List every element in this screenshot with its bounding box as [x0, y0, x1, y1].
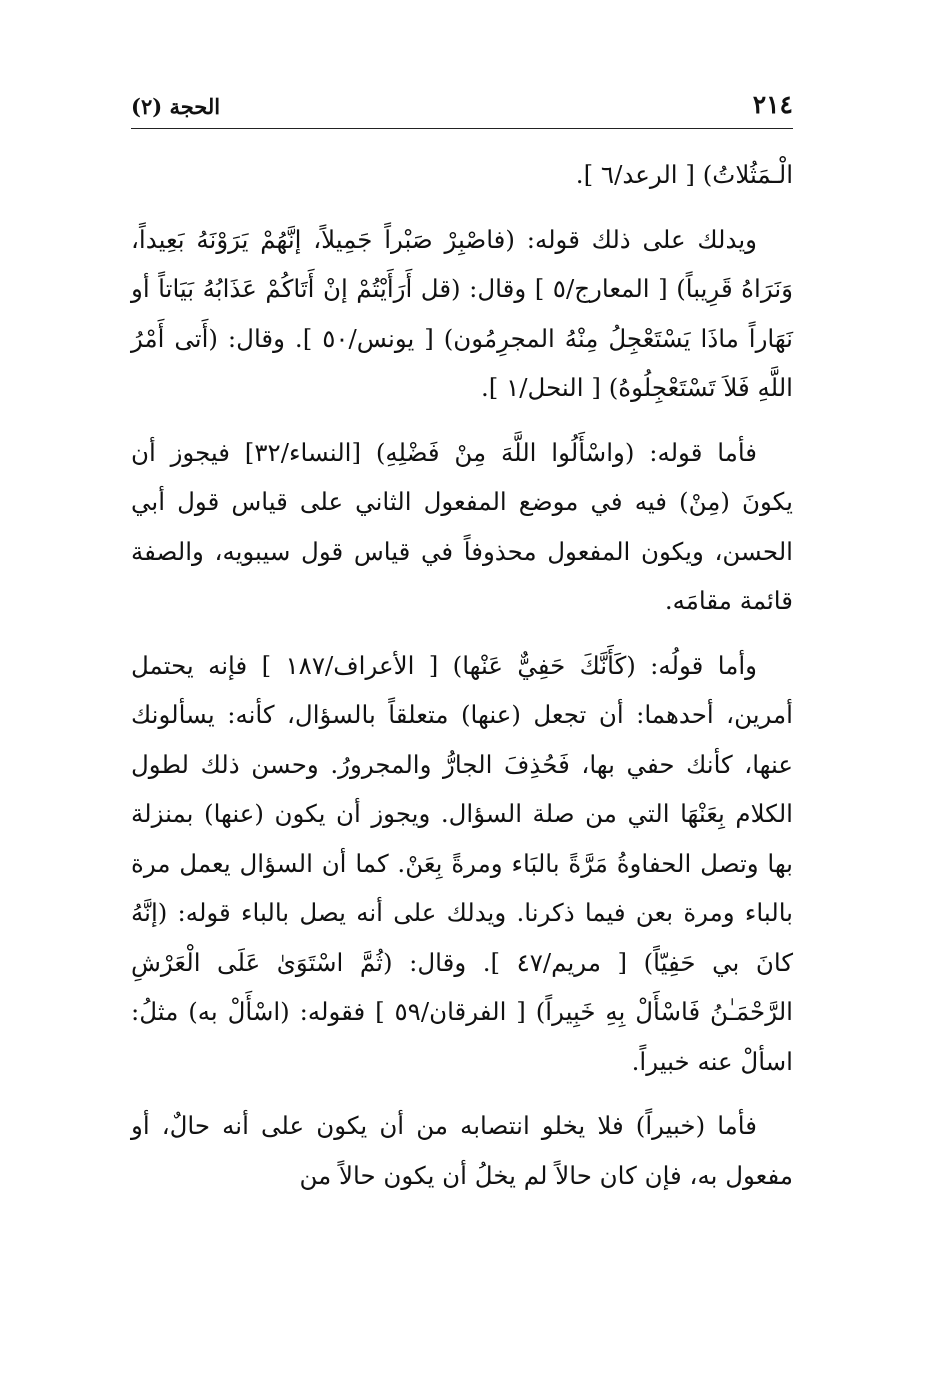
- page-body: [131, 150, 793, 1215]
- paragraph: وأما قولُه: (كَأَنَّكَ حَفِيٌّ عَنْها) [ الأعراف/١٨٧ ] فإنه يحتمل أمرين، أحدهما: أن تجعل (عنها) متعلقاً بالسؤال، كأنه: يسألونك عنها، كأنك حفي بها، فَحُذِفَ الجارُّ والمجرورُ. وحسن ذلك لطول الكلام بِعَنْهَا التي من صلة السؤال. ويجوز أن يكون (عنها) بمنزلة بها وتصل الحفاوةُ مَرَّةً بالبَاء ومرةً بِعَنْ. كما أن السؤال يعمل مرة بالباء ومرة بعن فيما ذكرنا. ويدلك على أنه يصل بالباء قوله: (إنَّهُ كانَ بي حَفِيّاً) [ مريم/٤٧ ]. وقال: (ثُمَّ اسْتَوَىٰ عَلَى الْعَرْشِ الرَّحْمَـٰنُ فَاسْأَلْ بِهِ خَبِيراً) [ الفرقان/٥٩ ] فقوله: (اسْأَلْ به) مثلُ: اسألْ عنه خبيراً.: [131, 650, 793, 1076]
- running-title: الحجة (٢): [131, 94, 221, 119]
- page-number: ٢١٤: [752, 90, 793, 119]
- paragraph: فأما (خبيراً) فلا يخلو انتصابه من أن يكون على أنه حالٌ، أو مفعول به، فإن كان حالاً لم يخلُ أن يكون حالاً من: [131, 1111, 793, 1190]
- paragraph: ويدلك على ذلك قوله: (فاصْبِرْ صَبْراً جَمِيلاً، إنَّهُمْ يَرَوْنَهُ بَعِيداً، وَنَرَاهُ قَرِيباً) [ المعارج/٥ ] وقال: (قل أَرَأَيْتُمْ إنْ أَتَاكُمْ عَذَابُهُ بَيَاتاً أو نَهَاراً ماذَا يَسْتَعْجِلُ مِنْهُ المجرِمُون) [ يونس/٥٠ ]. وقال: (أَتى أَمْرُ اللَّهِ فَلاَ تَسْتَعْجِلُوهُ) [ النحل/١ ].: [131, 224, 793, 402]
- page-header: [131, 88, 793, 129]
- paragraph: فأما قوله: (واسْأَلُوا اللَّهَ مِنْ فَضْلِهِ) [النساء/٣٢] فيجوز أن يكونَ (مِنْ) فيه في موضع المفعول الثاني على قياس قول أبي الحسن، ويكون المفعول محذوفاً في قياس قول سيبويه، والصفة قائمة مقامَه.: [131, 437, 793, 615]
- paragraph-continuation: الْـمَثُلاتُ) [ الرعد/٦ ].: [575, 160, 793, 189]
